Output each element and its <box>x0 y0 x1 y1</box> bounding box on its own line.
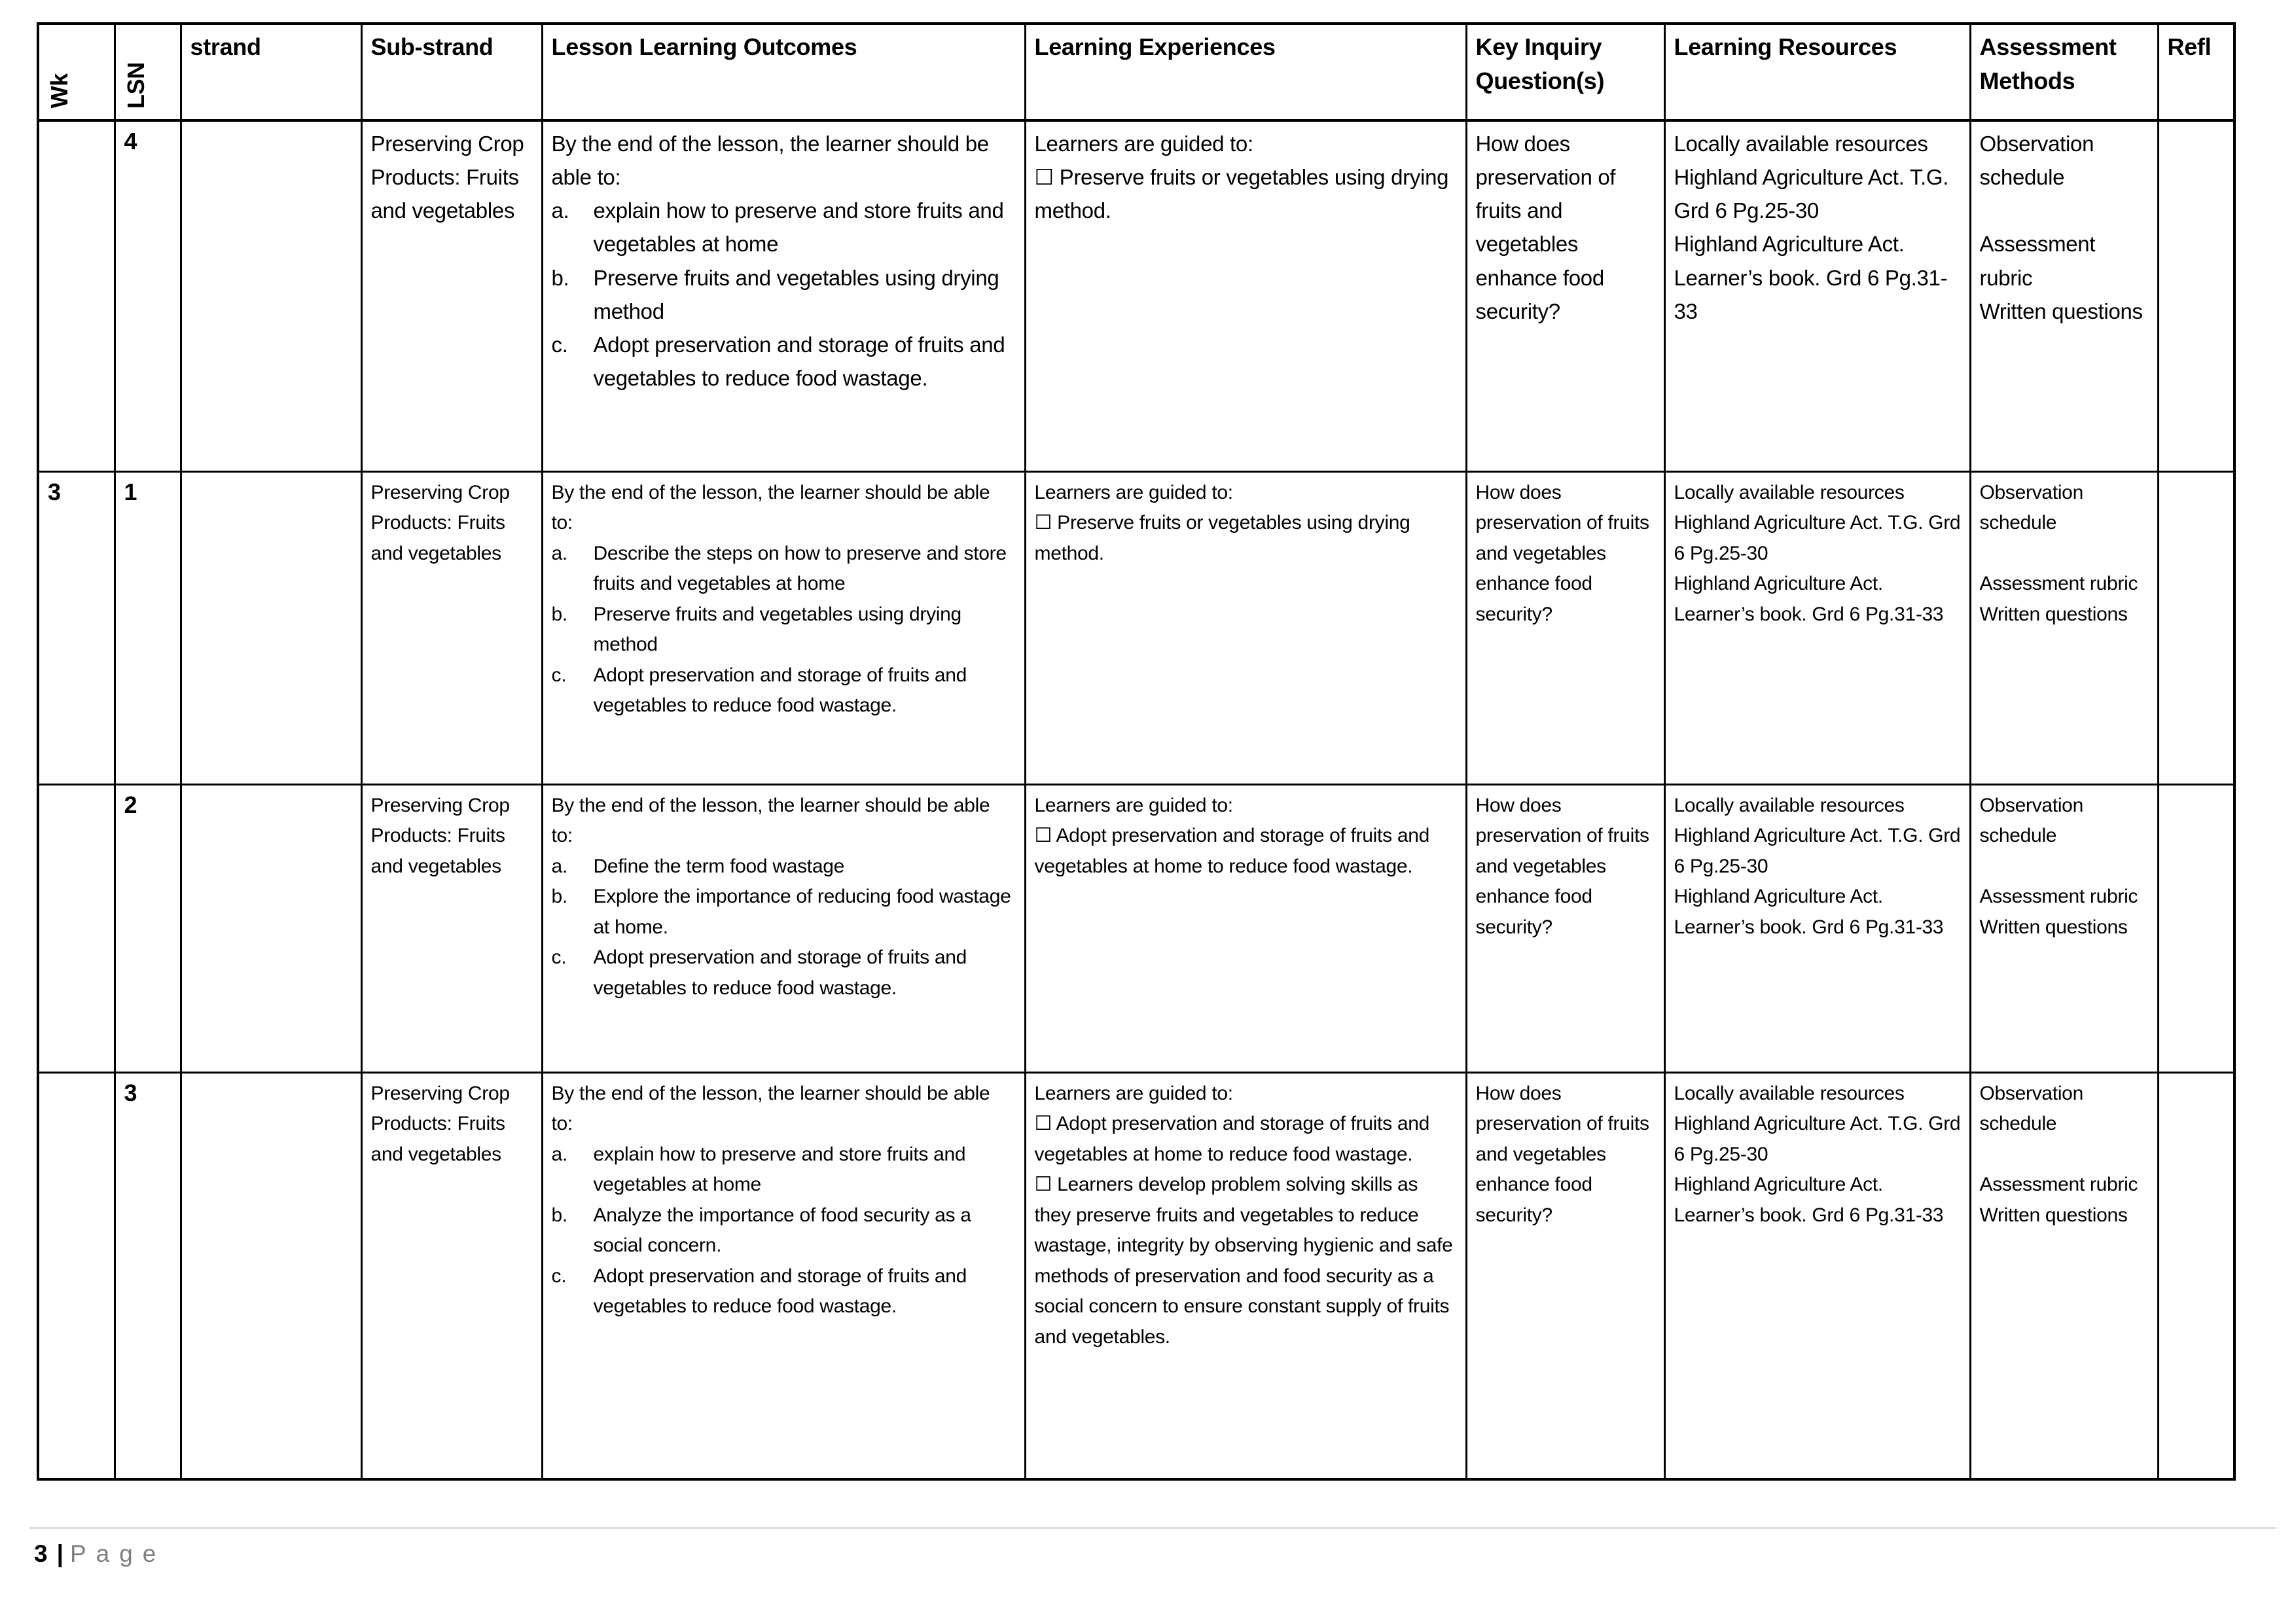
table-row <box>38 1072 2234 1479</box>
header-lsn <box>115 24 181 120</box>
resources-cell <box>1664 1072 1970 1479</box>
outcome-item: b. Explore the importance of reducing food wastage at home. <box>551 886 1011 938</box>
assessment-line: Assessment rubric <box>1979 1174 2138 1195</box>
assessment-line: Observation schedule <box>1979 1082 2083 1134</box>
assessment-cell <box>1970 471 2158 784</box>
experience-line: Learners are guided to: <box>1034 794 1233 816</box>
experience-line: ☐ Adopt preservation and storage of fruits and vegetables at home to reduce food wastage. <box>1034 1113 1429 1165</box>
table-row <box>38 471 2234 784</box>
outcomes-intro: By the end of the lesson, the learner should be able to: <box>551 794 990 846</box>
experiences-cell <box>1025 120 1466 471</box>
header-lsn-label: LSN <box>122 62 149 109</box>
header-resources: Learning Resources <box>1664 24 1970 120</box>
assessment-cell <box>1970 1072 2158 1479</box>
resource-line: Locally available resources <box>1674 132 1928 156</box>
wk-cell <box>38 120 115 471</box>
resource-line: Highland Agriculture Act. T.G. Grd 6 Pg.25-30 <box>1674 512 1961 564</box>
outcome-item: c. Adopt preservation and storage of fruits and vegetables to reduce food wastage. <box>551 1265 967 1317</box>
page-number: 3 <box>34 1540 48 1567</box>
resources-cell <box>1664 471 1970 784</box>
resource-line: Highland Agriculture Act. Learner’s book. Grd 6 Pg.31-33 <box>1674 1174 1944 1226</box>
strand-cell <box>181 784 361 1072</box>
lsn-cell <box>115 471 181 784</box>
lesson-number: 1 <box>124 478 137 505</box>
outcomes-cell <box>542 471 1025 784</box>
assessment-line: Written questions <box>1979 916 2128 938</box>
outcomes-cell <box>542 1072 1025 1479</box>
lesson-number: 4 <box>124 128 137 154</box>
assessment-cell <box>1970 120 2158 471</box>
key-inquiry-cell: How does preservation of fruits and vegetables enhance food security? <box>1466 784 1664 1072</box>
header-wk <box>38 24 115 120</box>
strand-cell <box>181 1072 361 1479</box>
experience-line: Learners are guided to: <box>1034 1082 1233 1104</box>
outcomes-cell <box>542 120 1025 471</box>
assessment-line: Written questions <box>1979 603 2128 625</box>
lesson-number: 3 <box>124 1079 137 1106</box>
assessment-line: Assessment rubric <box>1979 886 2138 907</box>
outcomes-intro: By the end of the lesson, the learner should be able to: <box>551 132 989 190</box>
assessment-cell <box>1970 784 2158 1072</box>
assessment-line: Observation schedule <box>1979 794 2083 846</box>
table-header-row <box>38 24 2234 120</box>
outcome-item: a. Describe the steps on how to preserve and store fruits and vegetables at home <box>551 542 1007 594</box>
resource-line: Highland Agriculture Act. T.G. Grd 6 Pg.25-30 <box>1674 825 1961 877</box>
resource-line: Highland Agriculture Act. Learner’s book. Grd 6 Pg.31-33 <box>1674 886 1944 938</box>
strand-cell <box>181 120 361 471</box>
resource-line: Locally available resources <box>1674 481 1905 503</box>
key-inquiry-cell: How does preservation of fruits and vegetables enhance food security? <box>1466 120 1664 471</box>
page-label: Page <box>69 1540 166 1567</box>
experience-line: ☐ Preserve fruits or vegetables using drying method. <box>1034 512 1410 564</box>
key-inquiry-cell: How does preservation of fruits and vegetables enhance food security? <box>1466 471 1664 784</box>
refl-cell <box>2158 471 2234 784</box>
header-key-inquiry: Key Inquiry Question(s) <box>1466 24 1664 120</box>
wk-cell <box>38 1072 115 1479</box>
lsn-cell <box>115 784 181 1072</box>
resource-line: Highland Agriculture Act. Learner’s book. Grd 6 Pg.31-33 <box>1674 232 1948 323</box>
footer-divider <box>29 1527 2276 1529</box>
assessment-line: Assessment rubric <box>1979 573 2138 594</box>
resources-cell <box>1664 120 1970 471</box>
experience-line: ☐ Preserve fruits or vegetables using drying method. <box>1034 165 1449 223</box>
outcomes-intro: By the end of the lesson, the learner should be able to: <box>551 1082 990 1134</box>
outcome-item: b. Preserve fruits and vegetables using drying method <box>551 603 961 655</box>
lesson-number: 2 <box>124 791 137 818</box>
experience-line: Learners are guided to: <box>1034 481 1233 503</box>
assessment-line: Assessment rubric <box>1979 232 2096 290</box>
resource-line: Locally available resources <box>1674 794 1905 816</box>
lsn-cell <box>115 1072 181 1479</box>
table-row <box>38 120 2234 471</box>
outcomes-cell <box>542 784 1025 1072</box>
footer-separator: | <box>56 1540 63 1567</box>
outcome-item: c. Adopt preservation and storage of fruits and vegetables to reduce food wastage. <box>551 664 967 716</box>
experience-line: ☐ Learners develop problem solving skills as they preserve fruits and vegetables to reduce wastage, integrity by observing hygienic and safe methods of preservation and food security as a social concern to ensure constant supply of fruits and vegetables. <box>1034 1174 1453 1348</box>
page-footer <box>34 1540 166 1568</box>
assessment-line: Written questions <box>1979 298 2143 323</box>
experiences-cell <box>1025 1072 1466 1479</box>
outcome-item: b. Preserve fruits and vegetables using drying method <box>551 265 999 323</box>
scheme-of-work-table <box>37 22 2236 1481</box>
header-assessment: Assessment Methods <box>1970 24 2158 120</box>
outcome-item: c. Adopt preservation and storage of fruits and vegetables to reduce food wastage. <box>551 332 1005 390</box>
resources-cell <box>1664 784 1970 1072</box>
week-number: 3 <box>48 478 61 505</box>
lsn-cell <box>115 120 181 471</box>
wk-cell <box>38 471 115 784</box>
header-sub-strand: Sub-strand <box>361 24 542 120</box>
resource-line: Locally available resources <box>1674 1082 1905 1104</box>
refl-cell <box>2158 120 2234 471</box>
outcome-item: a. explain how to preserve and store fruits and vegetables at home <box>551 1143 966 1195</box>
key-inquiry-cell: How does preservation of fruits and vegetables enhance food security? <box>1466 1072 1664 1479</box>
sub-strand-cell: Preserving Crop Products: Fruits and vegetables <box>361 1072 542 1479</box>
resource-line: Highland Agriculture Act. T.G. Grd 6 Pg.25-30 <box>1674 1113 1961 1165</box>
header-strand: strand <box>181 24 361 120</box>
resource-line: Highland Agriculture Act. T.G. Grd 6 Pg.25-30 <box>1674 165 1949 223</box>
outcome-item: a. Define the term food wastage <box>551 855 844 877</box>
header-refl: Refl <box>2158 24 2234 120</box>
refl-cell <box>2158 784 2234 1072</box>
outcome-item: a. explain how to preserve and store fruits and vegetables at home <box>551 198 1004 257</box>
experience-line: Learners are guided to: <box>1034 132 1253 156</box>
assessment-line: Observation schedule <box>1979 132 2094 190</box>
experience-line: ☐ Adopt preservation and storage of fruits and vegetables at home to reduce food wastage. <box>1034 825 1429 877</box>
experiences-cell <box>1025 471 1466 784</box>
header-experiences: Learning Experiences <box>1025 24 1466 120</box>
assessment-line: Written questions <box>1979 1204 2128 1226</box>
sub-strand-cell: Preserving Crop Products: Fruits and vegetables <box>361 471 542 784</box>
table-row <box>38 784 2234 1072</box>
sub-strand-cell: Preserving Crop Products: Fruits and vegetables <box>361 120 542 471</box>
experiences-cell <box>1025 784 1466 1072</box>
outcome-item: b. Analyze the importance of food security as a social concern. <box>551 1204 971 1256</box>
outcome-item: c. Adopt preservation and storage of fruits and vegetables to reduce food wastage. <box>551 947 967 999</box>
header-wk-label: Wk <box>46 73 73 109</box>
sub-strand-cell: Preserving Crop Products: Fruits and vegetables <box>361 784 542 1072</box>
resource-line: Highland Agriculture Act. Learner’s book. Grd 6 Pg.31-33 <box>1674 573 1944 625</box>
outcomes-intro: By the end of the lesson, the learner should be able to: <box>551 481 990 533</box>
wk-cell <box>38 784 115 1072</box>
refl-cell <box>2158 1072 2234 1479</box>
strand-cell <box>181 471 361 784</box>
header-outcomes: Lesson Learning Outcomes <box>542 24 1025 120</box>
assessment-line: Observation schedule <box>1979 481 2083 533</box>
